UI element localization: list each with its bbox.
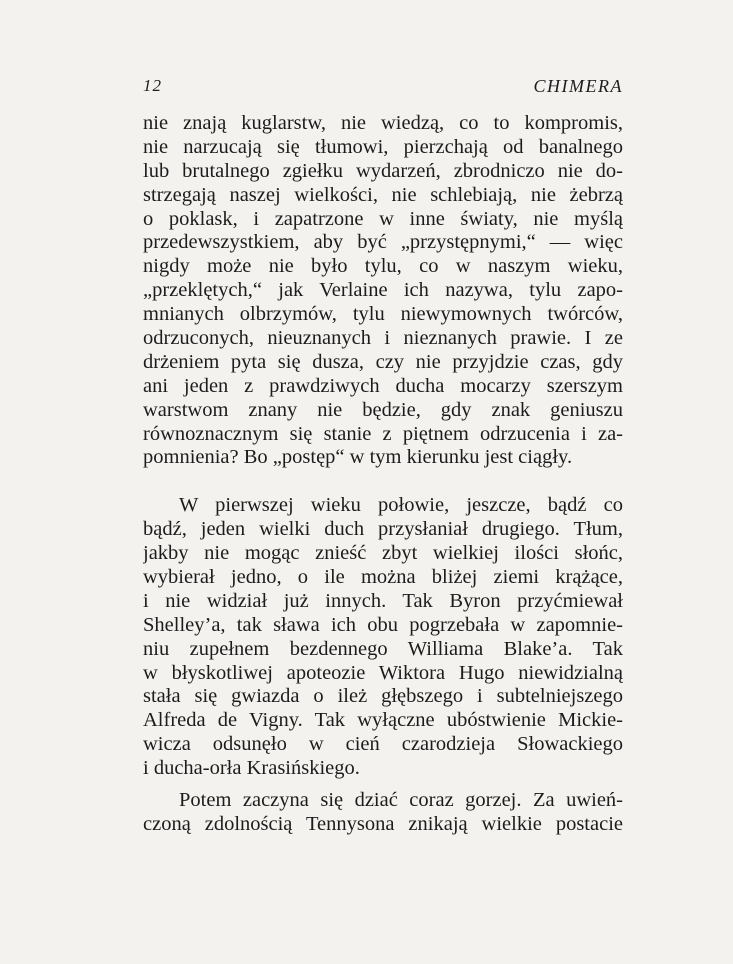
paragraph-gap <box>143 781 623 789</box>
text-line: i nie widział już innych. Tak Byron przyćmiewał <box>143 589 623 612</box>
text-line: odrzuconych, nieuznanych i nieznanych prawie. I ze <box>143 327 623 350</box>
text-line: drżeniem pyta się dusza, czy nie przyjdzie czas, gdy <box>143 350 623 373</box>
body-text <box>143 112 623 837</box>
paragraph-gap <box>143 470 623 494</box>
text-line: równoznacznym się stanie z piętnem odrzucenia i za- <box>143 422 623 445</box>
text-line: W pierwszej wieku połowie, jeszcze, bądź co <box>179 494 623 517</box>
text-line: „przeklętych,“ jak Verlaine ich nazywa, tylu zapo- <box>143 279 623 302</box>
text-line: jakby nie mogąc znieść zbyt wielkiej ilości słońc, <box>143 542 623 565</box>
text-line: mnianych olbrzymów, tylu niewymownych twórców, <box>143 303 623 326</box>
running-head <box>143 76 623 98</box>
text-line: Potem zaczyna się dziać coraz gorzej. Za uwień- <box>179 789 623 812</box>
paragraph <box>143 789 623 837</box>
text-line: lub brutalnego zgiełku wydarzeń, zbrodniczo nie do- <box>143 159 623 182</box>
text-line: Alfreda de Vigny. Tak wyłączne ubóstwienie Mickie- <box>143 709 623 732</box>
text-line: Shelley’a, tak sława ich obu pogrzebała w zapomnie- <box>143 613 623 636</box>
text-line: niu zupełnem bezdennego Williama Blake’a. Tak <box>143 637 623 660</box>
text-line: o poklask, i zapatrzone w inne światy, nie myślą <box>143 207 623 230</box>
text-line: nie narzucają się tłumowi, pierzchają od banalnego <box>143 135 623 158</box>
text-line: pomnienia? Bo „postęp“ w tym kierunku jest ciągły. <box>143 446 573 469</box>
text-line: bądź, jeden wielki duch przysłaniał drugiego. Tłum, <box>143 518 623 541</box>
text-line: czoną zdolnością Tennysona znikają wielkie postacie <box>143 812 623 835</box>
text-line: strzegają naszej wielkości, nie schlebiają, nie żebrzą <box>143 183 623 206</box>
paragraph <box>143 494 623 781</box>
text-line: wicza odsunęło w cień czarodzieja Słowackiego <box>143 733 623 756</box>
page-number: 12 <box>143 76 162 95</box>
text-line: i ducha-orła Krasińskiego. <box>143 757 360 780</box>
text-line: nigdy może nie było tylu, co w naszym wieku, <box>143 255 623 278</box>
text-line: nie znają kuglarstw, nie wiedzą, co to kompromis, <box>143 112 623 134</box>
text-line: w błyskotliwej apoteozie Wiktora Hugo niewidzialną <box>143 661 623 684</box>
text-line: warstwom znany nie będzie, gdy znak geniuszu <box>143 398 623 421</box>
journal-title: CHIMERA <box>533 76 623 96</box>
text-line: wybierał jedno, o ile można bliżej ziemi krążące, <box>143 566 623 589</box>
paragraph <box>143 112 623 470</box>
text-line: ani jeden z prawdziwych ducha mocarzy szerszym <box>143 374 623 397</box>
text-line: stała się gwiazda o ileż głębszego i subtelniejszego <box>143 685 623 708</box>
text-line: przedewszystkiem, aby być „przystępnymi,“ — więc <box>143 231 623 254</box>
